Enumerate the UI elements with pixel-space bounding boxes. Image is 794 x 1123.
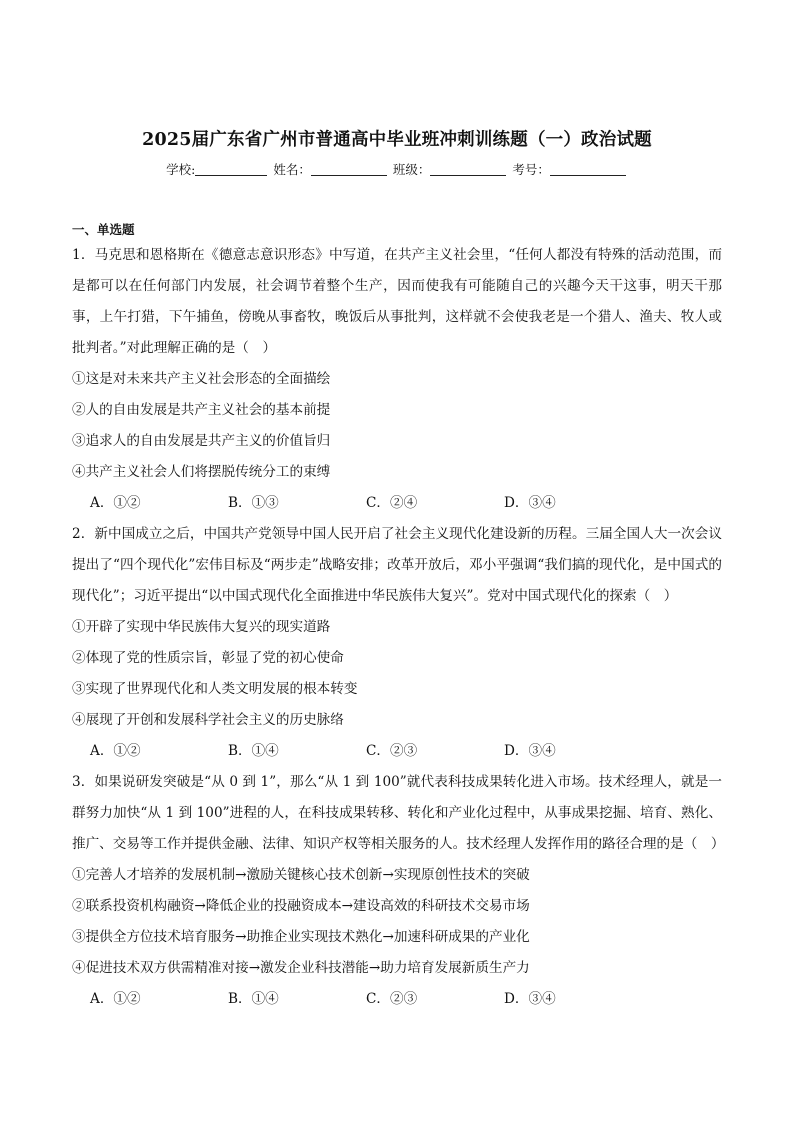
option-statement: ①开辟了实现中华民族伟大复兴的现实道路 [72,619,331,635]
option-statement: ①这是对未来共产主义社会形态的全面描绘 [72,371,331,387]
student-info-line [0,160,794,178]
question-stem: 1．马克思和恩格斯在《德意志意识形态》中写道，在共产主义社会里，“任何人都没有特殊的活动范围，而是都可以在任何部门内发展，社会调节着整个生产，因而使我有可能随自己的兴趣今天干这事，明天干那事，上午打猎，下午捕鱼，傍晚从事畜牧，晚饭后从事批判，这样就不会使我老是一个猎人、渔夫、牧人或批判者。”对此理解正确的是（ ） [72,247,722,356]
class-blank [430,163,506,176]
option-statement: ③提供全方位技术培育服务→助推企业实现技术熟化→加速科研成果的产业化 [72,929,530,945]
section-title: 一、单选题 [72,222,135,237]
answer-choices [72,488,722,519]
exam-number-blank [550,163,626,176]
option-statement: ④促进技术双方供需精准对接→激发企业科技潜能→助力培育发展新质生产力 [72,960,530,976]
choice-a: A．①② [90,991,141,1007]
question-3 [72,767,725,1015]
choice-c: C．②③ [366,743,418,759]
answer-choices [72,736,722,767]
question-stem: 2．新中国成立之后，中国共产党领导中国人民开启了社会主义现代化建设新的历程。三届全国人大一次会议提出了“四个现代化”宏伟目标及“两步走”战略安排；改革开放后，邓小平强调“我们搞的现代化，是中国式的现代化”；习近平提出“以中国式现代化全面推进中华民族伟大复兴”。党对中国式现代化的探索（ ） [72,526,722,604]
answer-choices [72,984,722,1015]
name-label: 姓名： [273,162,311,177]
option-statement: ④共产主义社会人们将摆脱传统分工的束缚 [72,464,331,480]
page-title: 2025届广东省广州市普通高中毕业班冲刺训练题（一）政治试题 [142,130,652,150]
choice-d: D．③④ [504,991,556,1007]
question-2 [72,519,722,767]
choice-a: A．①② [90,495,141,511]
option-statement: ②人的自由发展是共产主义社会的基本前提 [72,402,331,418]
option-statement: ③实现了世界现代化和人类文明发展的根本转变 [72,681,358,697]
option-statement: ②联系投资机构融资→降低企业的投融资成本→建设高效的科研技术交易市场 [72,898,530,914]
option-statement: ④展现了开创和发展科学社会主义的历史脉络 [72,712,344,728]
exam-number-label: 考号： [512,162,550,177]
choice-b: B．①④ [228,743,279,759]
choice-c: C．②④ [366,495,418,511]
choice-b: B．①④ [228,991,279,1007]
school-blank [195,163,267,176]
question-list [72,220,725,1015]
choice-b: B．①③ [228,495,279,511]
question-1 [72,240,722,519]
question-stem: 3．如果说研发突破是“从 0 到 1”，那么“从 1 到 100”就代表科技成果转化进入市场。技术经理人，就是一群努力加快“从 1 到 100”进程的人，在科技成果转移、转化和产业化过程中，从事成果挖掘、培育、熟化、推广、交易等工作并提供金融、法律、知识产权等相关服务的人。技术经理人发挥作用的路径合理的是（ ） [72,774,725,852]
option-statement: ③追求人的自由发展是共产主义的价值旨归 [72,433,331,449]
option-statement: ②体现了党的性质宗旨，彰显了党的初心使命 [72,650,344,666]
option-statement: ①完善人才培养的发展机制→激励关键核心技术创新→实现原创性技术的突破 [72,867,530,883]
choice-d: D．③④ [504,495,556,511]
choice-a: A．①② [90,743,141,759]
school-label: 学校: [166,162,196,177]
class-label: 班级： [392,162,431,177]
name-blank [311,163,387,176]
choice-c: C．②③ [366,991,418,1007]
choice-d: D．③④ [504,743,556,759]
